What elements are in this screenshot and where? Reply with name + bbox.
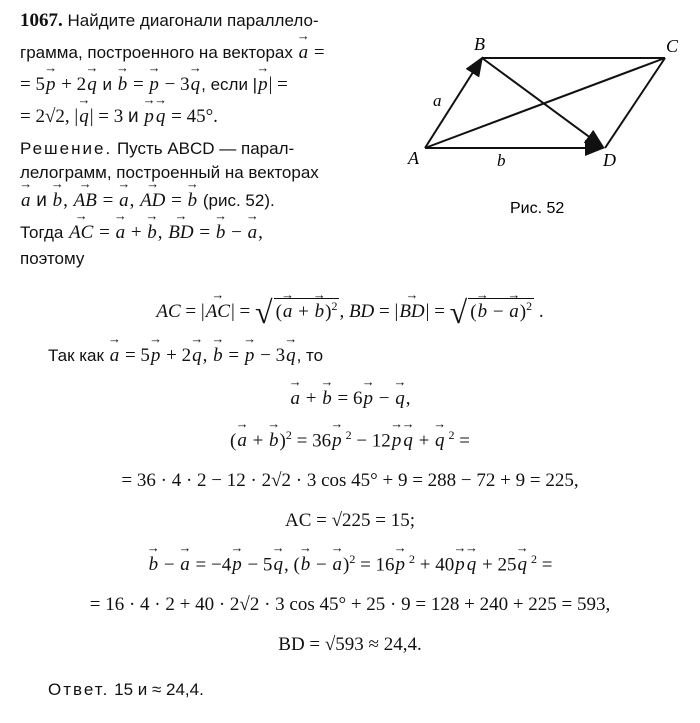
sum-square-eq: (→ a + → b)$^2$ = 36→ p $^2$ − 12→ p→ q + → q $^2$ = <box>0 428 700 452</box>
solution-line-1: Решение. Пусть ABCD — парал- <box>20 139 295 158</box>
problem-number: 1067. <box>20 10 63 31</box>
parallelogram-figure <box>400 30 690 250</box>
problem-line-1 <box>20 10 319 32</box>
answer-value: 15 и ≈ 24,4. <box>114 680 204 699</box>
label-a-point: A <box>408 148 419 168</box>
bd-result: BD = √593 ≈ 24,4. <box>278 634 422 655</box>
figure-caption: Рис. 52 <box>510 200 565 217</box>
ac-result: AC = √225 = 15; <box>284 510 416 531</box>
answer-line <box>48 679 204 701</box>
label-vector-a: a <box>433 91 442 110</box>
solution-line-3: → a и → b, → AB = → a, → AD = → b (рис. 52). <box>20 190 275 212</box>
label-b-point: B <box>474 34 485 54</box>
solution-heading: Решение. <box>20 139 113 158</box>
diagonals-formula: AC = |→ AC| = √ (→ a + → b)$^2$ , BD = |→ BD| = √ (→ b − → a)$^2$ . <box>0 294 700 331</box>
label-c-point: C <box>666 36 679 56</box>
diagonal-ac <box>425 58 665 148</box>
problem-line-2: грамма, построенного на векторах → a = <box>20 42 325 64</box>
diagonal-bd-vector <box>482 58 603 147</box>
label-d-point: D <box>603 150 616 170</box>
diff-square-eq: → b − → a = −4→ p − 5→ q, (→ b − → a)$^2$ = 16→ p $^2$ + 40→ p→ q + 25→ q $^2$ = <box>0 552 700 576</box>
problem-line-4: = 2√2, |→ q| = 3 и → p→ q = 45°. <box>20 106 218 128</box>
answer-label: Ответ. <box>48 680 110 699</box>
solution-line-4: Тогда → AC = → a + → b, → BD = → b − → a, <box>20 222 263 244</box>
diff-square-value: = 16 · 4 · 2 + 40 · 2√2 · 3 cos 45° + 25 · 9 = 128 + 240 + 225 = 593, <box>89 594 611 615</box>
problem-text-1: Найдите диагонали параллело- <box>67 11 319 30</box>
sum-square-value: = 36 · 4 · 2 − 12 · 2√2 · 3 cos 45° + 9 = 288 − 72 + 9 = 225, <box>121 470 579 491</box>
since-line: Так как → a = 5→ p + 2→ q, → b = → p − 3→ q, то <box>48 345 323 367</box>
side-cd <box>605 58 665 148</box>
solution-line-2: лелограмм, построенный на векторах <box>20 163 319 182</box>
problem-line-3: = 5→ p + 2→ q и → b = → p − 3→ q, если |→ p| = <box>20 74 288 96</box>
sum-vector-eq: → a + → b = 6→ p − → q, <box>0 388 700 410</box>
solution-line-5: поэтому <box>20 249 85 268</box>
label-vector-b: b <box>497 151 506 170</box>
